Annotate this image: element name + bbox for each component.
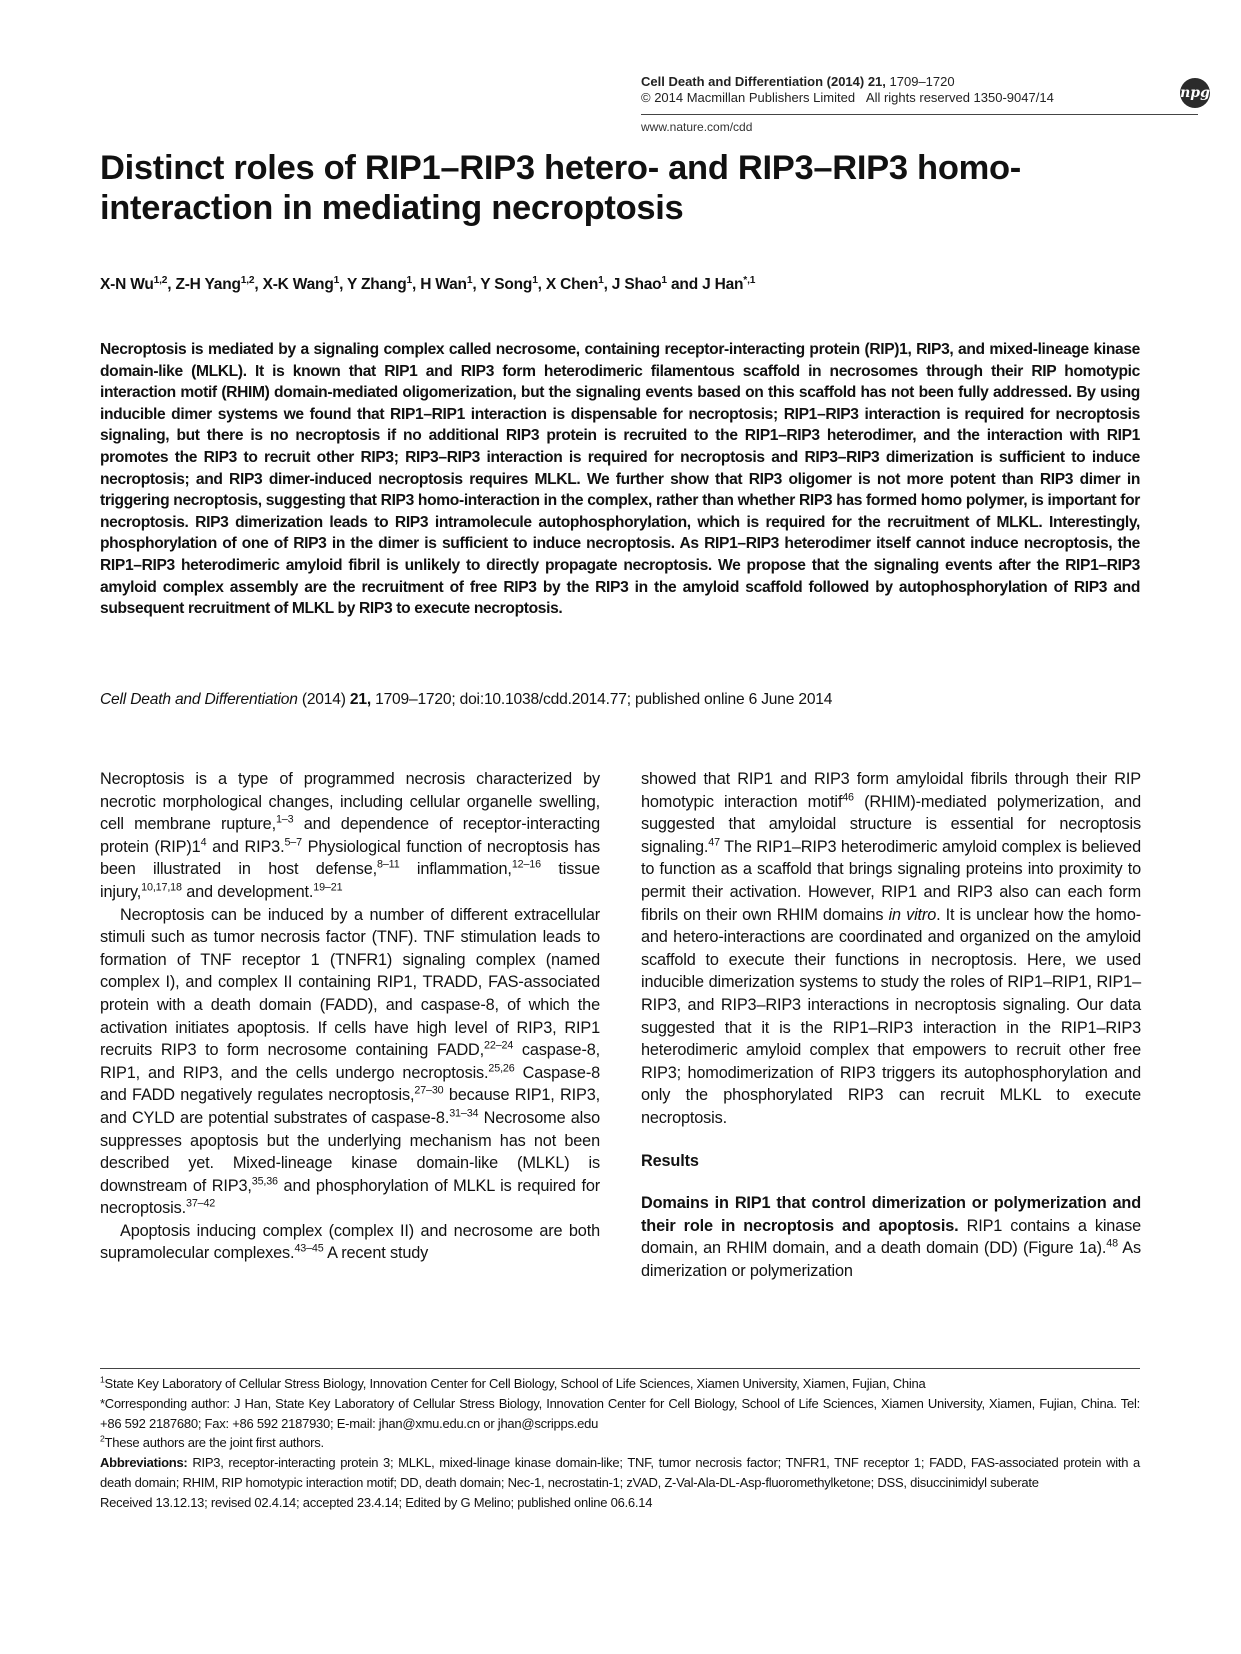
reference-citation[interactable]: 43–45: [294, 1243, 324, 1256]
reference-citation[interactable]: 8–11: [377, 858, 400, 871]
article-title: Distinct roles of RIP1–RIP3 hetero- and RIP3–RIP3 homo-interaction in mediating necroptosis: [100, 149, 1021, 227]
reference-citation[interactable]: 47: [708, 836, 720, 849]
citation-details: 1709–1720; doi:10.1038/cdd.2014.77; published online 6 June 2014: [375, 691, 833, 708]
author-affiliation: *,1: [743, 274, 756, 286]
results-paragraph: Domains in RIP1 that control dimerization or polymerization and their role in necroptosis and apoptosis. RIP1 contains a kinase domain, an RHIM domain, and a death domain (DD) (Figure 1a).$^{48}$ As dimerization or polymerization: [641, 1194, 1141, 1280]
author-affiliation: 1: [598, 274, 604, 286]
results-subheading: Domains in RIP1 that control dimerization or polymerization and their role in necroptosis and apoptosis.: [641, 1194, 1141, 1235]
reference-citation[interactable]: 5–7: [284, 836, 302, 849]
page-range: 1709–1720: [889, 74, 955, 89]
author-name: J Shao: [611, 276, 662, 293]
author-list: X-N Wu$^{1,2}$, Z-H Yang$^{1,2}$, X-K Wang$^1$, Y Zhang$^1$, H Wan$^1$, Y Song$^1$, X Chen$^1$, J Shao$^1$ and J Han$^{*,1}$: [100, 274, 756, 293]
author-affiliation: 1: [333, 274, 340, 286]
reference-citation[interactable]: 31–34: [449, 1107, 479, 1120]
reference-citation[interactable]: 10,17,18: [141, 881, 182, 894]
body-paragraph: Apoptosis inducing complex (complex II) and necrosome are both supramolecular complexes.$^{43-45}$ A recent study: [100, 1221, 600, 1263]
reference-citation[interactable]: 25,26: [488, 1062, 515, 1075]
author-affiliation: 1: [661, 274, 667, 286]
citation-year: (2014): [301, 691, 346, 708]
joint-authors-note: $^2$These authors are the joint first authors.: [100, 1434, 324, 1451]
journal-url[interactable]: www.nature.com/cdd: [641, 120, 753, 134]
reference-citation[interactable]: 19–21: [313, 881, 343, 894]
results-heading: Results: [641, 1151, 699, 1170]
reference-citation[interactable]: 1–3: [275, 813, 294, 826]
footnote-divider: [100, 1368, 1140, 1369]
npg-logo: npg: [1180, 78, 1210, 108]
author-name: X-K Wang: [262, 276, 334, 293]
citation-journal: Cell Death and Differentiation: [100, 691, 298, 708]
citation-line: [100, 689, 832, 710]
body-paragraph: Necroptosis is a type of programmed necrosis characterized by necrotic morphological changes, including cellular organelle swelling, cell membrane rupture,$^{1-3}$ and dependence of receptor-interacting protein $(RIP)1^4$ and RIP3.$^{5-7}$ Physiological function of necroptosis has been illustrated in host defense,$^{8-11}$ inflammation,$^{12-16}$ tissue injury,$^{10,17,18}$ and development.$^{19-21}$: [100, 770, 601, 901]
affiliation-footnote: $^1$State Key Laboratory of Cellular Stress Biology, Innovation Center for Cell Biology, School of Life Sciences, Xiamen University, Xiamen, Fujian, China: [100, 1374, 926, 1391]
received-dates: Received 13.12.13; revised 02.4.14; accepted 23.4.14; Edited by G Melino; published online 06.6.14: [100, 1494, 653, 1510]
reference-citation[interactable]: 22–24: [484, 1039, 514, 1052]
journal-header: [641, 74, 1201, 106]
author-affiliation: 1,2: [240, 274, 255, 286]
citation-volume: 21,: [349, 691, 371, 708]
author-affiliation: 1,2: [153, 274, 168, 286]
journal-name: Cell Death and Differentiation (2014) 21,: [641, 74, 886, 89]
reference-citation[interactable]: 35,36: [251, 1175, 278, 1188]
reference-citation[interactable]: 37–42: [185, 1197, 216, 1210]
copyright: © 2014 Macmillan Publishers Limited: [641, 90, 856, 105]
abstract: Necroptosis is mediated by a signaling complex called necrosome, containing receptor-interacting protein (RIP)1, RIP3, and mixed-lineage kinase domain-like (MLKL). It is known that RIP1 and RIP3 form heterodimeric filamentous scaffold in necrosomes through their RIP homotypic interaction motif (RHIM) domain-mediated oligomerization, but the signaling events based on this scaffold has not been fully addressed. By using inducible dimer systems we found that RIP1–RIP1 interaction is dispensable for necroptosis; RIP1–RIP3 interaction is required for necroptosis signaling, but there is no necroptosis if no additional RIP3 protein is recruited to the RIP1–RIP3 heterodimer, and the interaction with RIP1 promotes the RIP3 to recruit other RIP3; RIP3–RIP3 interaction is required for necroptosis and RIP3–RIP3 dimerization is sufficient to induce necroptosis; and RIP3 dimer-induced necroptosis requires MLKL. We further show that RIP3 oligomer is not more potent than RIP3 dimer in triggering necroptosis, suggesting that RIP3 homo-interaction in the complex, rather than whether RIP3 has formed homo polymer, is important for necroptosis. RIP3 dimerization leads to RIP3 intramolecule autophosphorylation, which is required for the recruitment of MLKL. Interestingly, phosphorylation of one of RIP3 in the dimer is sufficient to induce necroptosis. As RIP1–RIP3 heterodimer itself cannot induce necroptosis, the RIP1–RIP3 heterodimeric amyloid fibril is unlikely to directly propagate necroptosis. We propose that the signaling events after the RIP1–RIP3 amyloid complex assembly are the recruitment of free RIP3 by the RIP3 in the amyloid scaffold followed by autophosphorylation of RIP3 and subsequent recruitment of MLKL by RIP3 to execute necroptosis.: [100, 341, 1140, 618]
reference-citation[interactable]: 27–30: [414, 1084, 444, 1097]
body-column-right: [641, 768, 1141, 1282]
abbreviations: Abbreviations: RIP3, receptor-interacting protein 3; MLKL, mixed-linage kinase domain-like; TNF, tumor necrosis factor; TNFR1, TNF receptor 1; FADD, FAS-associated protein with a death domain; RHIM, RIP homotypic interaction motif; DD, death domain; Nec-1, necrostatin-1; zVAD, Z-Val-Ala-DL-Asp-fluoromethylketone; DSS, disuccinimidyl suberate: [100, 1455, 1140, 1490]
author-name: H Wan: [420, 276, 467, 293]
intro-continued: [641, 768, 1141, 1130]
rights-issn: All rights reserved 1350-9047/14: [865, 90, 1054, 105]
reference-citation[interactable]: 46: [842, 791, 854, 804]
author-affiliation: 1: [406, 274, 412, 286]
reference-citation[interactable]: 48: [1106, 1237, 1118, 1250]
footnotes: [100, 1374, 1140, 1513]
author-name: X-N Wu: [100, 276, 154, 293]
author-affiliation: 1: [466, 274, 473, 286]
author-name: Y Zhang: [347, 276, 407, 293]
corresponding-author: *Corresponding author: J Han, State Key Laboratory of Cellular Stress Biology, Innovation Center for Cell Biology, School of Life Sciences, Xiamen University, Xiamen, Fujian, China. Tel: +86 592 2187680; Fax: +86 592 2187930; E-mail: jhan@xmu.edu.cn or jhan@scripps.edu: [100, 1395, 1140, 1431]
author-name: Z-H Yang: [175, 276, 241, 293]
author-affiliation: 1: [532, 274, 538, 286]
author-name: J Han: [702, 276, 744, 293]
body-paragraph: showed that RIP1 and RIP3 form amyloidal fibrils through their RIP homotypic interaction motif$^{46}$ (RHIM)-mediated polymerization, and suggested that amyloidal structure is essential for necroptosis signaling.$^{47}$ The RIP1–RIP3 heterodimeric amyloid complex is believed to function as a scaffold that brings signaling proteins into proximity to permit their activation. However, RIP1 and RIP3 also can each form fibrils on their own RHIM domains in vitro. It is unclear how the homo- and hetero-interactions are coordinated and organized on the amyloid scaffold to execute their functions in necroptosis. Here, we used inducible dimerization systems to study the roles of RIP1–RIP1, RIP1–RIP3, and RIP3–RIP3 interactions in necroptosis signaling. Our data suggested that it is the RIP1–RIP3 interaction in the RIP1–RIP3 heterodimeric amyloid complex that empowers to recruit other free RIP3; homodimerization of RIP3 triggers its autophosphorylation and only the phosphorylated RIP3 can recruit MLKL to execute necroptosis.: [641, 770, 1142, 1127]
header-divider: [641, 114, 1198, 115]
body-paragraph: Necroptosis can be induced by a number of different extracellular stimuli such as tumor necrosis factor (TNF). TNF stimulation leads to formation of TNF receptor 1 (TNFR1) signaling complex (named complex I), and complex II containing RIP1, TRADD, FAS-associated protein with a death domain (FADD), and caspase-8, of which the activation initiates apoptosis. If cells have high level of RIP3, RIP1 recruits RIP3 to form necrosome containing FADD,$^{22-24}$ caspase-8, RIP1, and RIP3, and the cells undergo necroptosis.$^{25,26}$ Caspase-8 and FADD negatively regulates necroptosis,$^{27-30}$ because RIP1, RIP3, and CYLD are potential substrates of caspase-8.$^{31-34}$ Necrosome also suppresses apoptosis but the underlying mechanism has not been described yet. Mixed-lineage kinase domain-like (MLKL) is downstream of RIP3,$^{35,36}$ and phosphorylation of MLKL is required for necroptosis.$^{37-42}$: [100, 905, 600, 1218]
author-name: X Chen: [545, 276, 599, 293]
body-column-left: [100, 768, 600, 1265]
reference-citation[interactable]: 12–16: [511, 858, 541, 871]
reference-citation[interactable]: 4: [200, 836, 207, 849]
author-name: Y Song: [480, 276, 533, 293]
